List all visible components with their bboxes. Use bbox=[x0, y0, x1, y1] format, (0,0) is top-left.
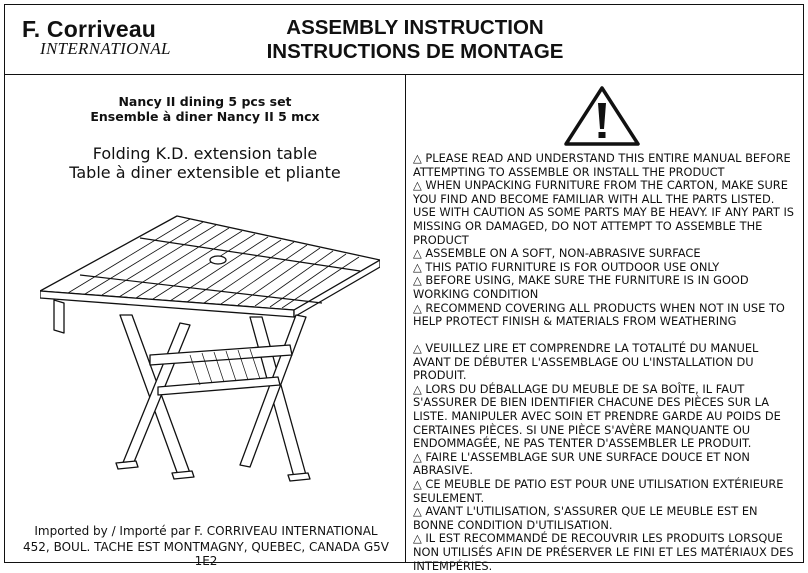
warning-read-manual-en: △ PLEASE READ AND UNDERSTAND THIS ENTIRE MANUAL BEFORE ATTEMPTING TO ASSEMBLE OR INSTALL THE PRODUCT bbox=[413, 151, 791, 179]
warning-triangle-icon bbox=[563, 85, 641, 147]
warning-condition-en: △ BEFORE USING, MAKE SURE THE FURNITURE IS IN GOOD WORKING CONDITION bbox=[413, 273, 749, 301]
product-name-french: Ensemble à diner Nancy II 5 mcx bbox=[90, 109, 320, 124]
warning-covering-en: △ RECOMMEND COVERING ALL PRODUCTS WHEN NOT IN USE TO HELP PROTECT FINISH & MATERIALS FROM WEATHERING bbox=[413, 300, 785, 329]
warning-surface-en: △ ASSEMBLE ON A SOFT, NON-ABRASIVE SURFACE bbox=[413, 246, 701, 261]
importer-line-1: Imported by / Importé par F. CORRIVEAU INTERNATIONAL bbox=[34, 524, 378, 538]
warning-surface-fr: △ FAIRE L'ASSEMBLAGE SUR UNE SURFACE DOUCE ET NON ABRASIVE. bbox=[413, 449, 750, 478]
warning-outdoor-en: △ THIS PATIO FURNITURE IS FOR OUTDOOR USE ONLY bbox=[413, 259, 720, 274]
warning-unpacking-fr: △ LORS DU DÉBALLAGE DU MEUBLE DE SA BOÎTE, IL FAUT S'ASSURER DE BIEN IDENTIFIER CHACUNE DES PIÈCES SUR LA LISTE. MANIPULER AVEC SOIN ET PRENDRE GARDE AU POIDS DE CERTAINES PIÈCES. SI UNE PIÈCE S'AVÈRE MANQUANTE OU ENDOMMAGÉE, NE PAS TENTER D'ASSEMBLER LE PRODUIT. bbox=[413, 381, 781, 451]
safety-warnings-french bbox=[413, 342, 799, 573]
safety-warnings-english bbox=[413, 152, 799, 329]
warning-outdoor-fr: △ CE MEUBLE DE PATIO EST POUR UNE UTILISATION EXTÉRIEURE SEULEMENT. bbox=[413, 476, 784, 505]
warning-covering-fr: △ IL EST RECOMMANDÉ DE RECOUVRIR LES PRODUITS LORSQUE NON UTILISÉS AFIN DE PRÉSERVER LE FINI ET LES MATÉRIAUX DES INTEMPÉRIES. bbox=[413, 531, 794, 573]
importer-address: 452, BOUL. TACHE EST MONTMAGNY, QUEBEC, CANADA G5V 1E2 bbox=[23, 540, 389, 568]
column-divider bbox=[405, 74, 406, 563]
title-english: ASSEMBLY INSTRUCTION bbox=[286, 16, 544, 39]
product-description-english: Folding K.D. extension table bbox=[92, 144, 318, 163]
title-french: INSTRUCTIONS DE MONTAGE bbox=[266, 40, 564, 63]
warning-condition-fr: △ AVANT L'UTILISATION, S'ASSURER QUE LE MEUBLE EST EN BONNE CONDITION D'UTILISATION. bbox=[413, 504, 758, 532]
table-legs bbox=[116, 315, 310, 481]
brand-logo-subtitle: INTERNATIONAL bbox=[40, 39, 171, 58]
brand-logo-name: F. Corriveau bbox=[22, 16, 157, 42]
header-divider bbox=[4, 74, 804, 75]
warning-read-manual-fr: △ VEUILLEZ LIRE ET COMPRENDRE LA TOTALITÉ DU MANUEL AVANT DE DÉBUTER L'ASSEMBLAGE OU L'INSTALLATION DU PRODUIT. bbox=[413, 341, 759, 383]
product-description-french: Table à diner extensible et pliante bbox=[69, 163, 341, 182]
warning-unpacking-en: △ WHEN UNPACKING FURNITURE FROM THE CARTON, MAKE SURE YOU FIND AND BECOME FAMILIAR WITH ALL THE PARTS LISTED. USE WITH CAUTION AS SOME PARTS MAY BE HEAVY. IF ANY PART IS MISSING OR DAMAGED, DO NOT ATTEMPT TO ASSEMBLE THE PRODUCT bbox=[413, 178, 795, 247]
folding-table-illustration bbox=[40, 205, 380, 500]
product-name-english: Nancy II dining 5 pcs set bbox=[118, 94, 292, 109]
